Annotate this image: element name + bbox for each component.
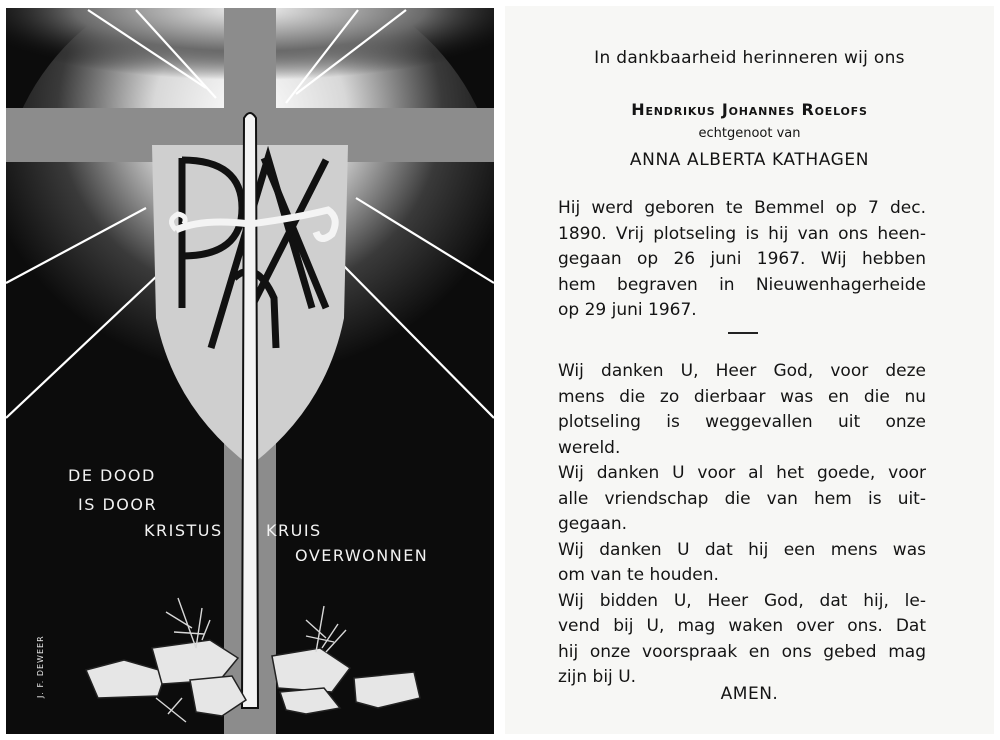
intro-line: In dankbaarheid herinneren wij ons <box>594 48 905 68</box>
prayer-line: Wij danken U dat hij een mens was <box>558 539 926 560</box>
pax-cross-illustration <box>6 8 494 734</box>
motto-line-4: KRUIS <box>266 521 322 540</box>
motto-line-3: KRISTUS <box>144 521 223 540</box>
prayer-line: alle vriendschap die van hem is uit- <box>558 488 926 509</box>
prayer-line: zijn bij U. <box>558 667 637 687</box>
bio-line: 1890. Vrij plotseling is hij van ons heen- <box>558 223 926 244</box>
motto-line-2: IS DOOR <box>78 495 158 514</box>
prayer-line: gegaan. <box>558 514 628 534</box>
closing-amen: AMEN. <box>720 684 779 704</box>
prayer-line: wereld. <box>558 437 621 458</box>
separator-rule <box>728 332 758 334</box>
memorial-card-front <box>6 8 494 734</box>
prayer-line: mens die zo dierbaar was en die nu <box>558 386 926 407</box>
bio-line: op 29 juni 1967. <box>558 300 697 320</box>
spouse-label: echtgenoot van <box>698 126 801 141</box>
bio-line: hem begraven in Nieuwenhagerheide <box>558 274 926 295</box>
bio-line: gegaan op 26 juni 1967. Wij hebben <box>558 249 926 269</box>
prayer-line: plotseling is weggevallen uit onze <box>558 412 926 432</box>
spouse-name: ANNA ALBERTA KATHAGEN <box>629 150 870 170</box>
prayer-line: vend bij U, mag waken over ons. Dat <box>558 616 926 636</box>
prayer-line: om van te houden. <box>558 565 719 585</box>
prayer-paragraph <box>558 359 926 691</box>
deceased-name: Hendrikus Johannes Roelofs <box>631 100 868 119</box>
prayer-line: Wij danken U voor al het goede, voor <box>558 463 926 483</box>
prayer-line: hij onze voorspraak en ons gebed mag <box>558 641 926 662</box>
artist-signature: J. F. DEWEER <box>36 635 45 698</box>
prayer-line: Wij bidden U, Heer God, dat hij, le- <box>558 590 926 611</box>
prayer-line: Wij danken U, Heer God, voor deze <box>558 361 926 381</box>
motto-line-5: OVERWONNEN <box>295 546 429 565</box>
bio-line: Hij werd geboren te Bemmel op 7 dec. <box>558 198 926 218</box>
motto-line-1: DE DOOD <box>68 466 156 485</box>
biography-paragraph <box>558 196 926 324</box>
memorial-card-back <box>505 6 994 734</box>
